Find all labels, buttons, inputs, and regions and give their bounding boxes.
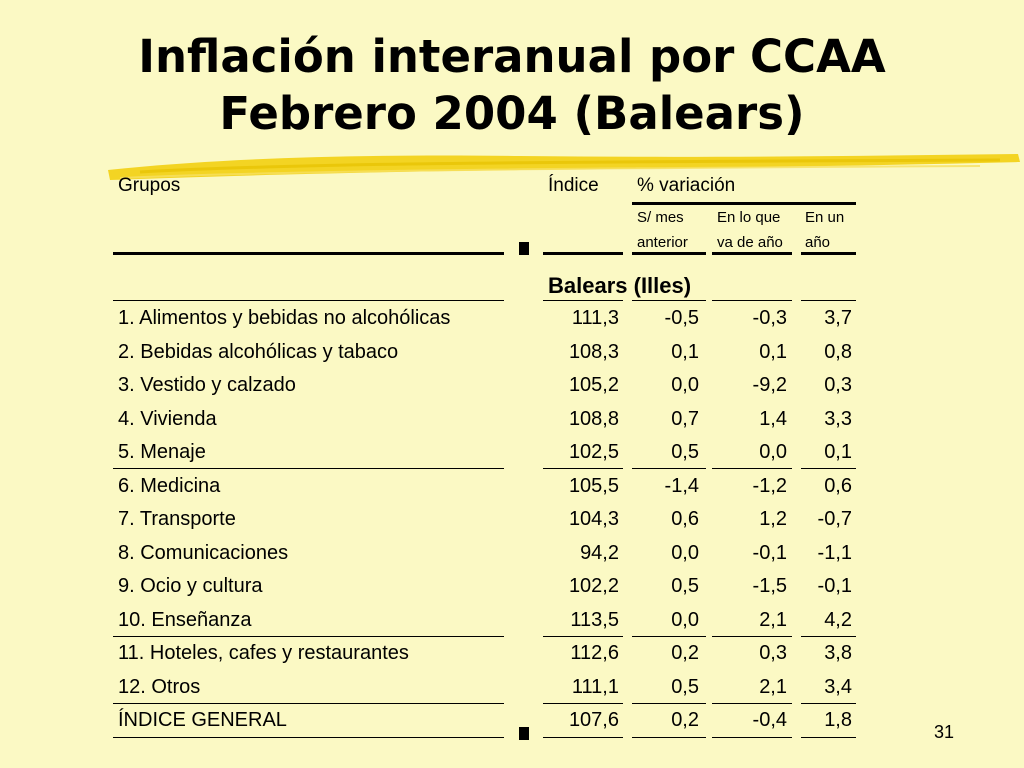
group-rule-b-index <box>543 636 623 637</box>
slide-number: 31 <box>934 722 955 742</box>
row-month-variation: 0,0 <box>671 541 699 564</box>
header-rule-index <box>543 252 623 255</box>
row-ytd-variation: -0,3 <box>752 307 787 329</box>
row-group: 1. Alimentos y bebidas no alcohólicas <box>118 307 451 329</box>
header-sub-ytd-2: va de año <box>717 234 783 251</box>
row-month-variation: 0,2 <box>671 709 699 731</box>
group-rule-a-index <box>543 468 623 469</box>
row-group: 2. Bebidas alcohólicas y tabaco <box>118 340 399 363</box>
row-year-variation: 0,1 <box>824 441 852 463</box>
row-year-variation: 1,8 <box>824 709 852 731</box>
header-variation-rule <box>632 202 856 205</box>
row-group: ÍNDICE GENERAL <box>118 709 287 731</box>
row-ytd-variation: -9,2 <box>752 374 787 396</box>
header-rule-year <box>801 252 856 255</box>
row-index: 102,5 <box>568 441 619 463</box>
region-rule-month <box>632 300 706 301</box>
row-index: 105,2 <box>568 374 619 396</box>
row-year-variation: 3,7 <box>824 307 852 329</box>
group-rule-b-ytd <box>712 636 792 637</box>
group-rule-b-month <box>632 636 706 637</box>
bottom-rule-year <box>801 737 856 738</box>
group-rule-a-groups <box>113 468 504 469</box>
row-index: 104,3 <box>568 508 619 530</box>
header-sub-month-2: anterior <box>637 234 688 251</box>
row-year-variation: 0,6 <box>824 474 852 497</box>
row-index: 108,3 <box>568 340 619 363</box>
row-group: 12. Otros <box>118 675 201 698</box>
row-year-variation: -0,7 <box>817 508 852 530</box>
row-year-variation: 4,2 <box>824 608 852 631</box>
row-year-variation: 0,3 <box>824 374 852 396</box>
row-index: 102,2 <box>568 575 619 597</box>
row-month-variation: 0,1 <box>671 340 699 363</box>
row-group: 4. Vivienda <box>118 407 217 430</box>
header-sub-year-1: En un <box>805 209 845 226</box>
row-group: 5. Menaje <box>118 441 206 463</box>
group-rule-a-ytd <box>712 468 792 469</box>
group-rule-b-groups <box>113 636 504 637</box>
header-rule-groups <box>113 252 504 255</box>
row-ytd-variation: 0,3 <box>759 642 787 664</box>
region-rule-year <box>801 300 856 301</box>
group-rule-c-month <box>632 703 706 704</box>
row-ytd-variation: -0,1 <box>752 541 787 564</box>
row-group: 10. Enseñanza <box>118 608 252 631</box>
row-index: 113,5 <box>570 608 619 631</box>
row-marker-footer <box>519 727 529 740</box>
group-rule-c-groups <box>113 703 504 704</box>
slide-title <box>0 28 1024 142</box>
title-line-1: Inflación interanual por CCAA <box>138 30 886 83</box>
bottom-rule-ytd <box>712 737 792 738</box>
region-rule-groups <box>113 300 504 301</box>
header-rule-ytd <box>712 252 792 255</box>
row-index: 94,2 <box>580 541 619 564</box>
row-ytd-variation: 2,1 <box>759 675 787 698</box>
row-index: 112,6 <box>570 642 619 664</box>
title-line-2: Febrero 2004 (Balears) <box>219 87 805 140</box>
row-month-variation: -1,4 <box>664 474 699 497</box>
row-ytd-variation: 1,4 <box>759 407 787 430</box>
header-sub-year-2: año <box>805 234 831 251</box>
row-group: 3. Vestido y calzado <box>118 374 296 396</box>
row-month-variation: 0,2 <box>671 642 699 664</box>
row-ytd-variation: 2,1 <box>759 608 787 631</box>
row-month-variation: 0,5 <box>671 441 699 463</box>
row-ytd-variation: -1,5 <box>752 575 787 597</box>
row-month-variation: 0,7 <box>671 407 699 430</box>
group-rule-a-year <box>801 468 856 469</box>
row-index: 111,1 <box>571 675 619 698</box>
row-year-variation: -1,1 <box>817 541 852 564</box>
row-ytd-variation: 0,1 <box>759 340 787 363</box>
row-month-variation: 0,5 <box>671 575 699 597</box>
row-month-variation: 0,0 <box>671 374 699 396</box>
row-marker-header <box>519 242 529 255</box>
group-rule-a-month <box>632 468 706 469</box>
bottom-rule-index <box>543 737 623 738</box>
header-sub-ytd-1: En lo que <box>717 209 781 226</box>
row-ytd-variation: 1,2 <box>759 508 787 530</box>
row-index: 107,6 <box>568 709 619 731</box>
header-sub-month-1: S/ mes <box>637 209 684 226</box>
group-rule-c-index <box>543 703 623 704</box>
row-year-variation: 3,3 <box>824 407 852 430</box>
row-group: 6. Medicina <box>118 474 221 497</box>
row-group: 8. Comunicaciones <box>118 541 289 564</box>
region-label: Balears (Illes) <box>548 273 692 298</box>
row-group: 11. Hoteles, cafes y restaurantes <box>118 642 409 664</box>
row-year-variation: 3,4 <box>824 675 852 698</box>
bottom-rule-groups <box>113 737 504 738</box>
group-rule-c-ytd <box>712 703 792 704</box>
row-ytd-variation: 0,0 <box>759 441 787 463</box>
row-index: 108,8 <box>568 407 619 430</box>
row-index: 111,3 <box>571 307 619 329</box>
region-rule-index <box>543 300 623 301</box>
row-month-variation: -0,5 <box>664 307 699 329</box>
header-rule-month <box>632 252 706 255</box>
row-month-variation: 0,0 <box>671 608 699 631</box>
row-month-variation: 0,5 <box>671 675 699 698</box>
row-year-variation: -0,1 <box>817 575 852 597</box>
row-year-variation: 0,8 <box>824 340 852 363</box>
row-index: 105,5 <box>568 474 619 497</box>
group-rule-c-year <box>801 703 856 704</box>
row-group: 9. Ocio y cultura <box>118 575 263 597</box>
group-rule-b-year <box>801 636 856 637</box>
row-group: 7. Transporte <box>118 508 236 530</box>
header-groups: Grupos <box>118 175 181 196</box>
row-ytd-variation: -0,4 <box>752 709 787 731</box>
row-month-variation: 0,6 <box>671 508 699 530</box>
row-ytd-variation: -1,2 <box>752 474 787 497</box>
bottom-rule-month <box>632 737 706 738</box>
region-rule-ytd <box>712 300 792 301</box>
header-index: Índice <box>548 175 599 196</box>
header-variation: % variación <box>637 175 736 196</box>
row-year-variation: 3,8 <box>824 642 852 664</box>
